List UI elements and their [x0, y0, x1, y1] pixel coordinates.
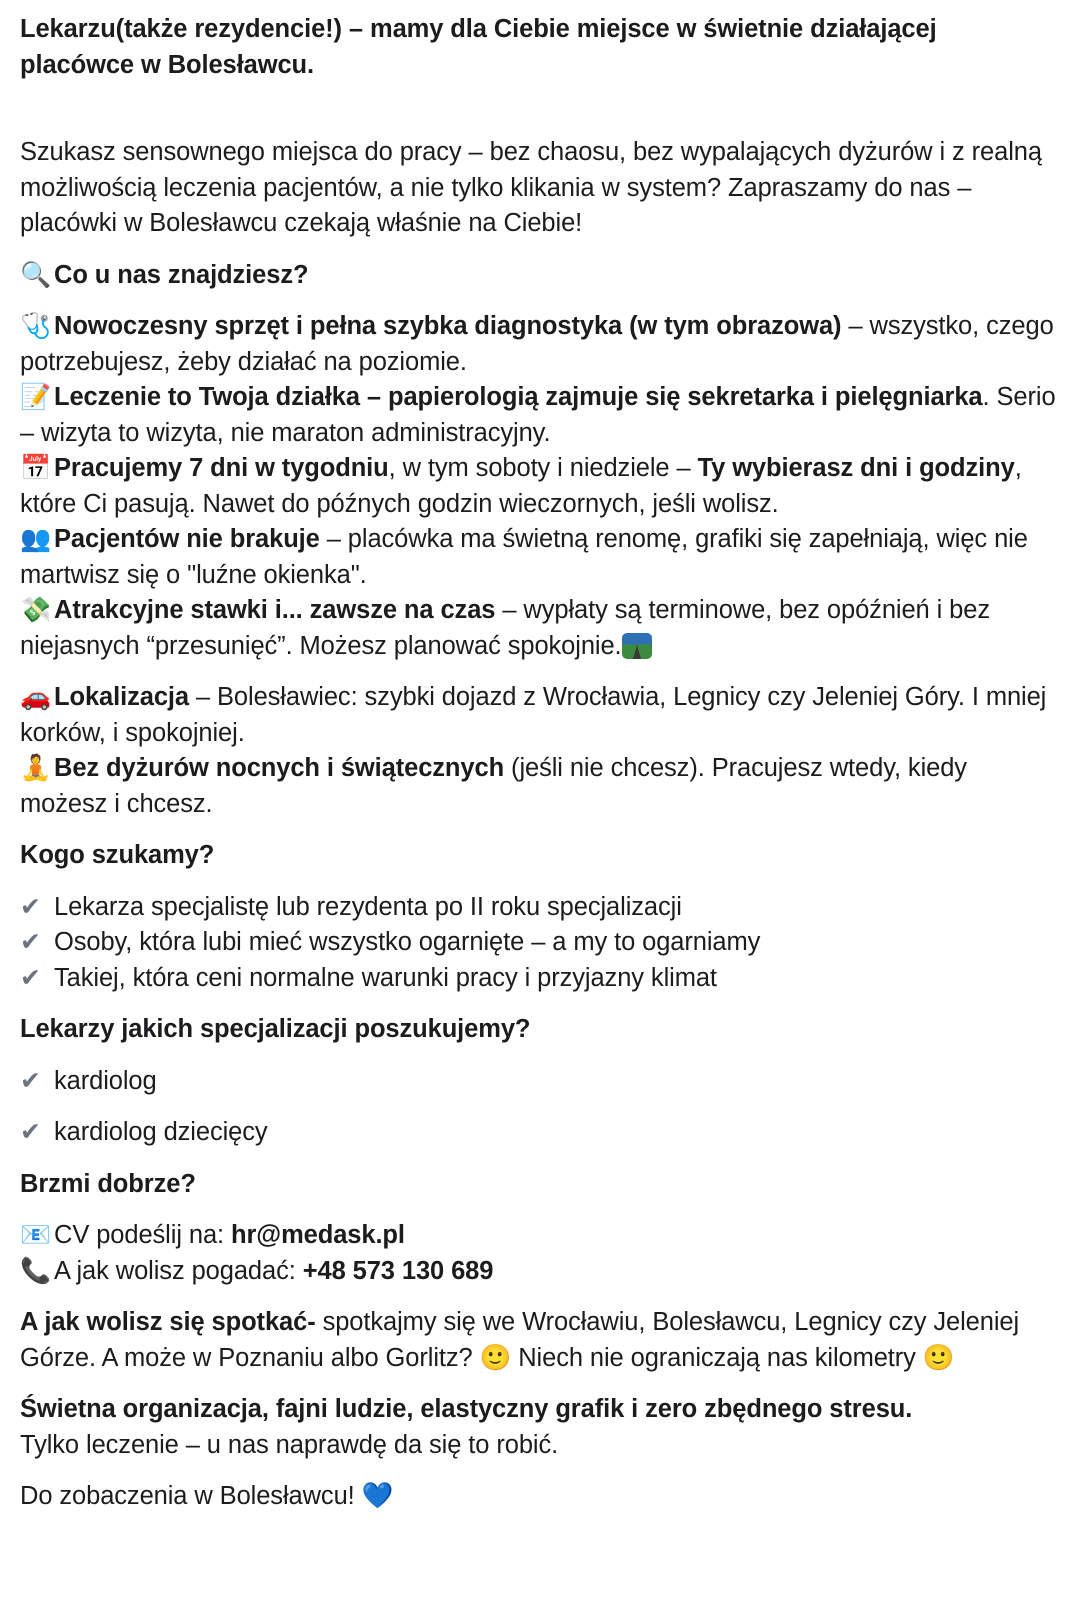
people-icon: 👥: [20, 524, 52, 553]
check-mark-icon: ✔: [20, 962, 41, 992]
list-item-text: kardiolog: [54, 1066, 157, 1095]
post-headline: Lekarzu(także rezydencie!) – mamy dla Ciebie miejsce w świetnie działającej placówce w Bolesławcu.: [20, 15, 937, 79]
blue-heart-icon: 💙: [361, 1481, 394, 1511]
money-wings-icon: 💸: [20, 595, 52, 624]
check-mark-icon: ✔: [20, 1117, 41, 1146]
feature-text: – wypłaty są terminowe, bez opóźnień i bez niejasnych “przesunięć”. Możesz planować spokojnie.: [20, 596, 990, 660]
feature-item: [20, 309, 1057, 380]
location-block: [20, 680, 1057, 822]
check-mark-icon: ✔: [20, 1065, 41, 1095]
location-line: [20, 680, 1057, 751]
closing-bold: Świetna organizacja, fajni ludzie, elastyczny grafik i zero zbędnego stresu.: [20, 1395, 913, 1423]
feature-item: [20, 451, 1057, 522]
closing-text: Tylko leczenie – u nas naprawdę da się to robić.: [20, 1430, 559, 1459]
motorway-icon: [622, 633, 652, 659]
find-heading: Co u nas znajdziesz?: [54, 260, 309, 289]
feature-text: , które Ci pasują. Nawet do późnych godzin wieczornych, jeśli wolisz.: [20, 454, 1022, 518]
sounds-good-heading: Brzmi dobrze?: [20, 1169, 196, 1198]
meet-text: spotkajmy się we Wrocławiu, Bolesławcu, Legnicy czy Jeleniej Górze. A może w Poznaniu albo Gorlitz?: [20, 1308, 1020, 1372]
location-text: – Bolesławiec: szybki dojazd z Wrocławia, Legnicy czy Jeleniej Góry. I mniej korków, i spokojniej.: [20, 683, 1047, 747]
stethoscope-icon: 🩺: [20, 311, 52, 340]
signoff-line: [20, 1479, 1057, 1515]
phone-label: A jak wolisz pogadać:: [54, 1256, 303, 1285]
smiling-face-icon: 🙂: [479, 1342, 512, 1373]
magnifying-glass-icon: 🔍: [20, 259, 52, 289]
feature-bold: Pacjentów nie brakuje: [54, 525, 320, 553]
list-item: [20, 925, 1057, 961]
list-item-text: Takiej, która ceni normalne warunki pracy i przyjazny klimat: [54, 963, 717, 992]
list-item: [20, 890, 1057, 926]
find-heading-line: [20, 258, 1057, 294]
meet-text: Niech nie ograniczają nas kilometry: [511, 1343, 923, 1372]
list-item: [20, 961, 1057, 997]
email-label: CV podeślij na:: [54, 1221, 231, 1249]
feature-bold: Leczenie to Twoja działka – papierologią zajmuje się sekretarka i pielęgniarka: [54, 383, 983, 411]
list-item-text: kardiolog dziecięcy: [54, 1118, 268, 1146]
phone-line: [20, 1254, 1057, 1290]
closing-block: [20, 1392, 1057, 1463]
feature-item: [20, 522, 1057, 593]
feature-bold: Nowoczesny sprzęt i pełna szybka diagnostyka (w tym obrazowa): [54, 312, 842, 340]
phone-number[interactable]: +48 573 130 689: [302, 1256, 494, 1285]
feature-text: . Serio – wizyta to wizyta, nie maraton administracyjny.: [20, 383, 1056, 447]
calendar-icon: 📅: [20, 453, 52, 482]
memo-icon: 📝: [20, 382, 52, 411]
feature-text: , w tym soboty i niedziele –: [388, 454, 698, 482]
meet-paragraph: [20, 1305, 1057, 1376]
who-list: [20, 890, 1057, 997]
feature-bold: Pracujemy 7 dni w tygodniu: [54, 454, 389, 482]
intro-paragraph: Szukasz sensownego miejsca do pracy – bez chaosu, bez wypalających dyżurów i z realną możliwością leczenia pacjentów, a nie tylko klikania w system? Zapraszamy do nas – placówki w Bolesławcu czekają właśnie na Ciebie!: [20, 138, 1042, 237]
feature-item: [20, 593, 1057, 664]
no-shifts-text: (jeśli nie chcesz). Pracujesz wtedy, kiedy możesz i chcesz.: [20, 754, 967, 818]
signoff-text: Do zobaczenia w Bolesławcu!: [20, 1482, 362, 1510]
meditating-person-icon: 🧘: [20, 753, 52, 782]
specs-heading: Lekarzy jakich specjalizacji poszukujemy?: [20, 1015, 531, 1043]
feature-item: [20, 380, 1057, 451]
list-item-text: Lekarza specjalistę lub rezydenta po II roku specjalizacji: [54, 892, 682, 921]
telephone-icon: 📞: [20, 1255, 52, 1285]
meet-bold: A jak wolisz się spotkać-: [20, 1308, 316, 1336]
list-item: [20, 1064, 1057, 1100]
check-mark-icon: ✔: [20, 891, 41, 921]
no-shifts-line: [20, 751, 1057, 822]
email-icon: 📧: [20, 1220, 52, 1249]
email-line: [20, 1218, 1057, 1254]
feature-text: – placówka ma świetną renomę, grafiki się zapełniają, więc nie martwisz się o "luźne okienka".: [20, 525, 1028, 589]
check-mark-icon: ✔: [20, 927, 41, 956]
list-item: [20, 1115, 1057, 1151]
list-item-text: Osoby, która lubi mieć wszystko ogarnięte – a my to ogarniamy: [54, 928, 761, 956]
no-shifts-bold: Bez dyżurów nocnych i świątecznych: [54, 754, 505, 782]
feature-bold: Atrakcyjne stawki i... zawsze na czas: [54, 596, 496, 624]
features-list: [20, 309, 1057, 664]
location-bold: Lokalizacja: [54, 683, 189, 711]
contact-block: [20, 1218, 1057, 1289]
smiling-face-icon: 🙂: [922, 1342, 955, 1373]
feature-bold: Ty wybierasz dni i godziny: [697, 454, 1015, 482]
email-address[interactable]: hr@medask.pl: [231, 1221, 405, 1249]
who-heading: Kogo szukamy?: [20, 841, 215, 869]
feature-text: – wszystko, czego potrzebujesz, żeby działać na poziomie.: [20, 312, 1054, 376]
car-icon: 🚗: [20, 682, 52, 711]
